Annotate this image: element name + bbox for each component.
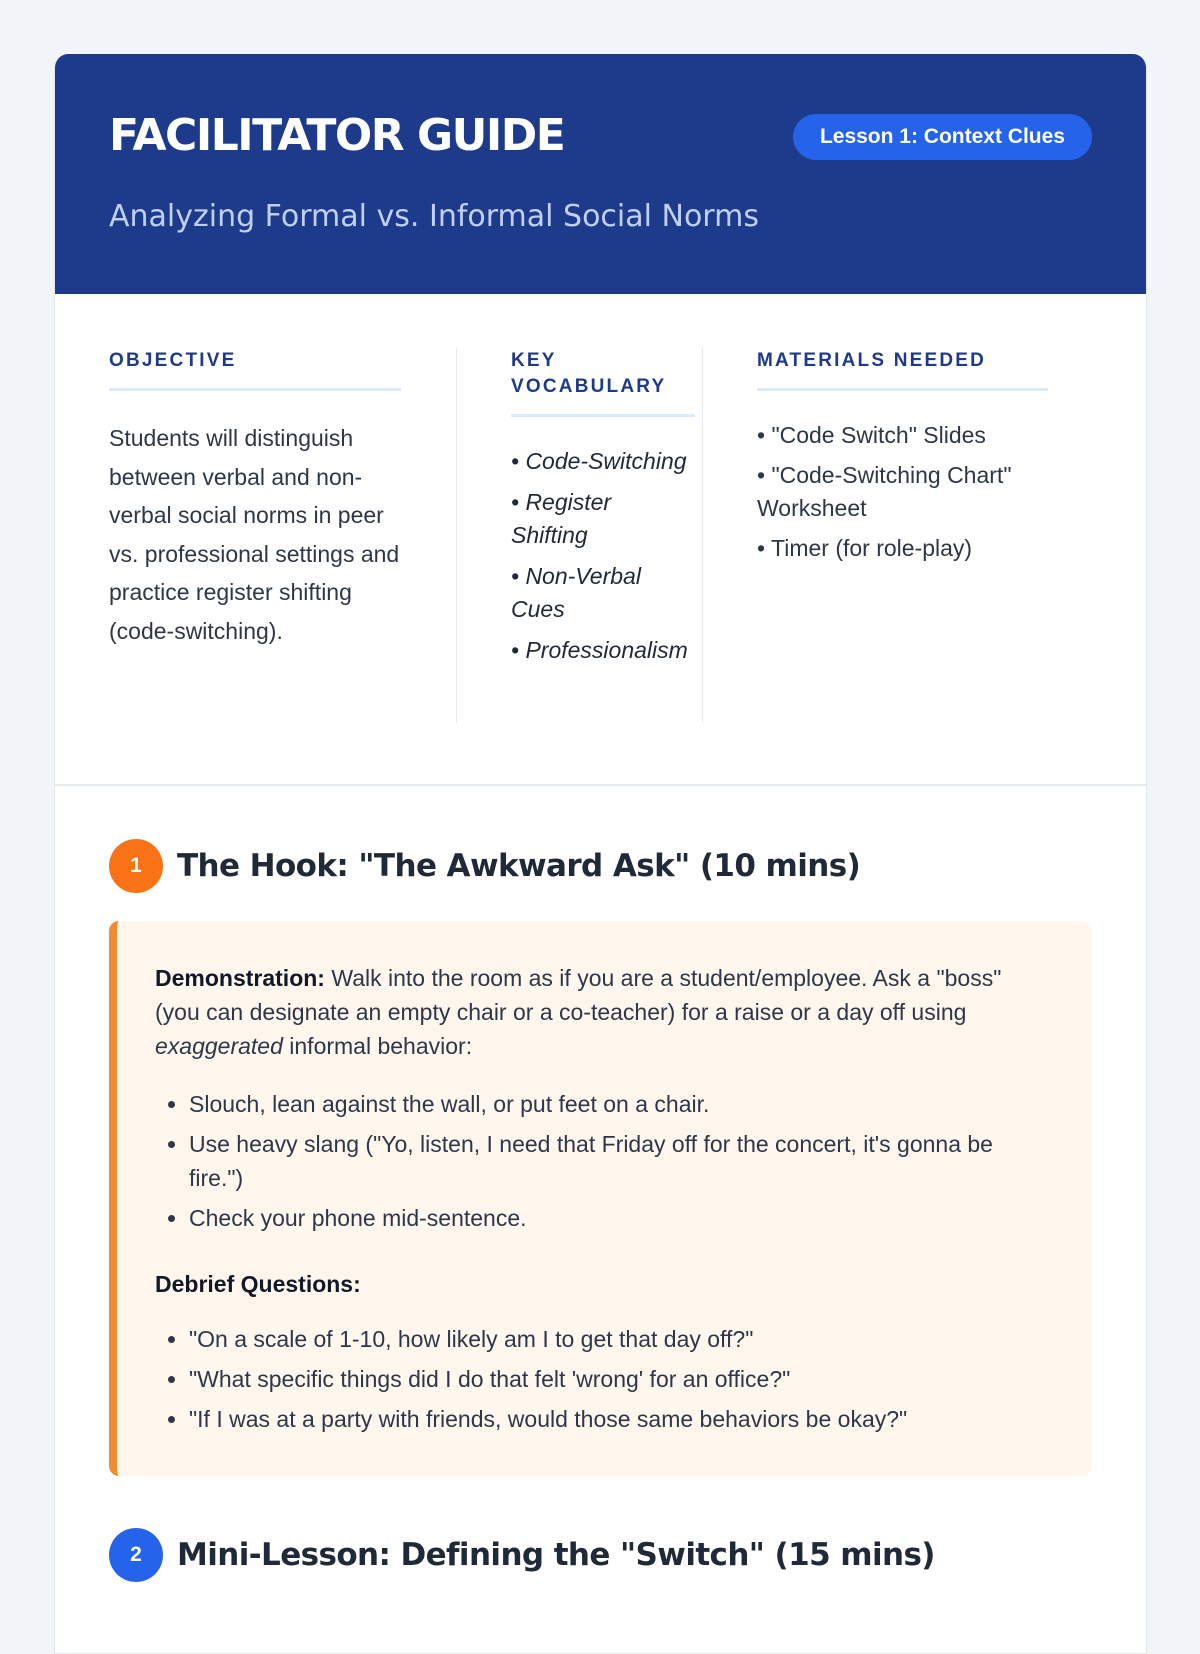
materials-heading: MATERIALS NEEDED bbox=[757, 348, 1048, 391]
lesson-badge: Lesson 1: Context Clues bbox=[793, 114, 1092, 160]
vocabulary-item: • Non-Verbal Cues bbox=[511, 563, 641, 622]
section-heading bbox=[109, 1528, 1092, 1582]
debrief-question-list bbox=[189, 1322, 1046, 1436]
lesson-info-row bbox=[55, 294, 1146, 786]
step-number-badge: 1 bbox=[109, 839, 163, 893]
facilitator-guide-card bbox=[54, 54, 1147, 1654]
list-item: • "If I was at a party with friends, would those same behaviors be okay?" bbox=[189, 1402, 1046, 1436]
list-item: • "What specific things did I do that felt 'wrong' for an office?" bbox=[189, 1362, 1046, 1396]
section-title: The Hook: "The Awkward Ask" (10 mins) bbox=[177, 848, 861, 884]
step-number-badge: 2 bbox=[109, 1528, 163, 1582]
list-item: • Use heavy slang ("Yo, listen, I need that Friday off for the concert, it's gonna be fire.") bbox=[189, 1127, 1046, 1195]
behavior-list bbox=[189, 1087, 1046, 1235]
materials-item: • "Code Switch" Slides bbox=[757, 422, 986, 448]
emphasis-text: exaggerated bbox=[155, 1033, 283, 1059]
debrief-heading: Debrief Questions: bbox=[155, 1271, 361, 1297]
objective-column bbox=[109, 348, 401, 784]
vocabulary-item: • Code-Switching bbox=[511, 448, 687, 474]
list-item: • "On a scale of 1-10, how likely am I to get that day off?" bbox=[189, 1322, 1046, 1356]
hook-callout bbox=[109, 921, 1092, 1476]
page-title: FACILITATOR GUIDE bbox=[109, 110, 565, 161]
vocabulary-column bbox=[456, 348, 702, 723]
vocabulary-item: • Professionalism bbox=[511, 637, 688, 663]
materials-column bbox=[702, 348, 1048, 723]
section-title: Mini-Lesson: Defining the "Switch" (15 mins) bbox=[177, 1537, 935, 1573]
materials-list bbox=[757, 419, 1048, 565]
list-item: • Slouch, lean against the wall, or put feet on a chair. bbox=[189, 1087, 1046, 1121]
vocabulary-heading: KEY VOCABULARY bbox=[511, 348, 695, 417]
materials-item: • "Code-Switching Chart" Worksheet bbox=[757, 462, 1012, 521]
vocabulary-item: • Register Shifting bbox=[511, 489, 612, 548]
vocabulary-list bbox=[511, 445, 702, 667]
demonstration-text: Demonstration: Walk into the room as if you are a student/employee. Ask a "boss" (you can designate an empty chair or a co-teacher) for a raise or a day off using exaggerated informal behavior: bbox=[155, 965, 1002, 1059]
section-hook bbox=[55, 839, 1146, 1476]
list-item: • Check your phone mid-sentence. bbox=[189, 1201, 1046, 1235]
materials-item: • Timer (for role-play) bbox=[757, 535, 973, 561]
objective-heading: OBJECTIVE bbox=[109, 348, 401, 391]
section-mini-lesson bbox=[55, 1528, 1146, 1582]
guide-header bbox=[55, 54, 1146, 294]
demonstration-label: Demonstration: bbox=[155, 965, 325, 991]
objective-text: Students will distinguish between verbal and non-verbal social norms in peer vs. professional settings and practice register shifting (code-switching). bbox=[109, 425, 400, 644]
section-heading bbox=[109, 839, 1092, 893]
page-subtitle: Analyzing Formal vs. Informal Social Norms bbox=[109, 199, 759, 234]
